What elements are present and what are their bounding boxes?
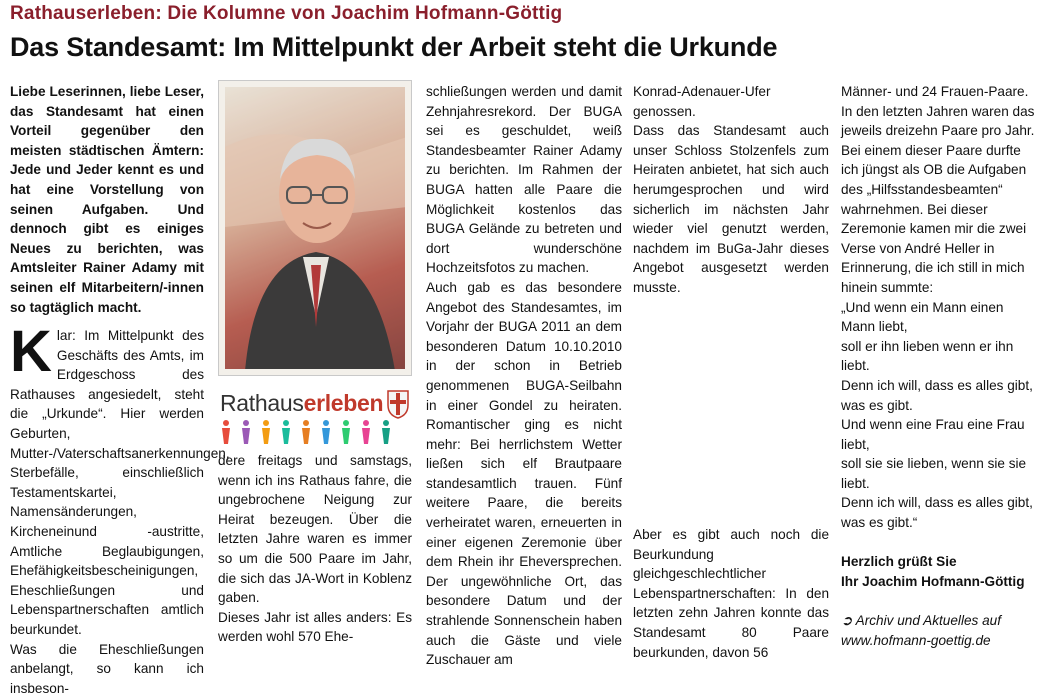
author-photo [218, 80, 412, 376]
people-figures-icon [218, 418, 408, 446]
signoff-greeting: Herzlich grüßt Sie [841, 554, 957, 570]
verse-line: soll sie sie lieben, wenn sie sie liebt. [841, 456, 1027, 491]
portrait-illustration [225, 87, 405, 369]
column-4-top: Konrad-Adenauer-Ufer genossen. Dass das Standesamt auch unser Schloss Stolzenfels zum Heiraten anbietet, hat sich auch herumgesprochen und wird sicherlich im nächsten Jahr wieder viel genutzt werden, nachdem im BuGa-Jahr dieses Angebot ausgesetzt werden musste. [633, 84, 829, 295]
verse-line: Denn ich will, dass es alles gibt, was es gibt.“ [841, 495, 1033, 531]
archive-note: ➲ Archiv und Aktuelles auf [841, 613, 1001, 629]
verse-line: soll er ihn lieben wenn er ihn liebt. [841, 338, 1014, 374]
verse-line: Und wenn eine Frau eine Frau liebt, [841, 417, 1025, 452]
column-kicker: Rathauserleben: Die Kolumne von Joachim Hofmann-Göttig [10, 3, 563, 24]
column-2: dere freitags und samstags, wenn ich ins Rathaus fahre, die ungebrochene Neigung zur Heirat bezeugen. Über die letzten Jahre waren es immer so um die 500 Paare im Jahr, die sich das JA-Wort in Koblenz gaben. Dieses Jahr ist alles anders: Es werden wohl 570 Ehe- [218, 453, 412, 645]
drop-cap: K [10, 319, 52, 384]
verse-line: „Und wenn ein Mann einen Mann liebt, [841, 299, 1004, 335]
rathauserleben-logo [218, 386, 412, 448]
column-3: schließungen werden und damit Zehnjahresrekord. Der BUGA sei es geschuldet, weiß Standesbeamter Rainer Adamy zu berichten. Im Rahmen der BUGA hatten alle Paare die Möglichkeit kostenlos das BUGA Gelände zu betreten und dort wunderschöne Hochzeitsfotos zu machen. Auch gab es das besondere Angebot des Standesamtes, im Vorjahr der BUGA 2011 an dem besonderen Datum 10.10.2010 in der schon in Betrieb genommenen BUGA-Seilbahn in einer Gondel zu heiraten. Romantischer ging es nicht mehr: Bei herrlichstem Wetter ließen sich elf Brautpaare standesamtlich trauen. Fünf weitere Paare, die bereits verheiratet waren, erneuerten in einer eigenen Zeremonie über dem Rhein ihr Eheversprechen. Der ungewöhnliche Ort, das besondere Datum und der strahlende Sonnenschein haben auch die Gäste und viele Zuschauer am [426, 84, 622, 668]
verse-line: Denn ich will, dass es alles gibt, was es gibt. [841, 377, 1033, 413]
column-1: Klar: Im Mittelpunkt des Geschäfts des Amts, im Erdgeschoss des Rathauses angesiedelt, steht die „Urkunde“. Hier werden Geburten, Mutter-/Vaterschaftsanerkennungen, Sterbefälle, einschließlich Testamentskartei, Namensänderungen, Kircheneinund -austritte, Amtliche Beglaubigungen, Ehefähigkeitsbescheinigungen, Eheschließungen und Lebenspartnerschaften amtlich beurkundet. Was die Eheschließungen anbelangt, so kann ich insbeson- [10, 319, 230, 696]
website-link[interactable]: www.hofmann-goettig.de [841, 632, 991, 648]
column-4-bottom: Aber es gibt auch noch die Beurkundung gleichgeschlechtlicher Lebenspartnerschaften: In den letzten zehn Jahren konnte das Standesamt 80 Paare beurkunden, davon 56 [633, 527, 829, 660]
signoff-name: Ihr Joachim Hofmann-Göttig [841, 573, 1025, 589]
column-5: Männer- und 24 Frauen-Paare. In den letzten Jahren waren das jeweils dreizehn Paare pro Jahr. Bei einem dieser Paare durfte ich jüngst als OB die Aufgaben des „Hilfsstandesbeamten“ wahrnehmen. Bei dieser Zeremonie kamen mir die zwei Verse von André Heller in Erinnerung, die ich still in mich hinein summte: „Und wenn ein Mann einen Mann liebt, soll er ihn lieben wenn er ihn liebt. Denn ich will, dass es alles gibt, was es gibt. Und wenn eine Frau eine Frau liebt, soll sie sie lieben, wenn sie sie liebt. Denn ich will, dass es alles gibt, was es gibt.“ Herzlich grüßt Sie Ihr Joachim Hofmann-Göttig ➲ Archiv und Aktuelles auf www.hofmann-goettig.de [841, 82, 1037, 650]
coat-of-arms-icon [386, 389, 410, 419]
headline: Das Standesamt: Im Mittelpunkt der Arbeit steht die Urkunde [10, 32, 778, 62]
intro-paragraph: Liebe Leserinnen, liebe Leser, das Standesamt hat einen Vorteil gegenüber den meisten städtischen Ämtern: Jede und Jeder kennt es und hat eine Vorstellung von seinen Aufgaben. Und dennoch gibt es einiges Neues zu berichten, was Amtsleiter Rainer Adamy mit seinen elf Mitarbeitern/-innen so tagtäglich macht. [10, 84, 204, 315]
logo-wordmark: Rathauserleben [220, 390, 384, 416]
